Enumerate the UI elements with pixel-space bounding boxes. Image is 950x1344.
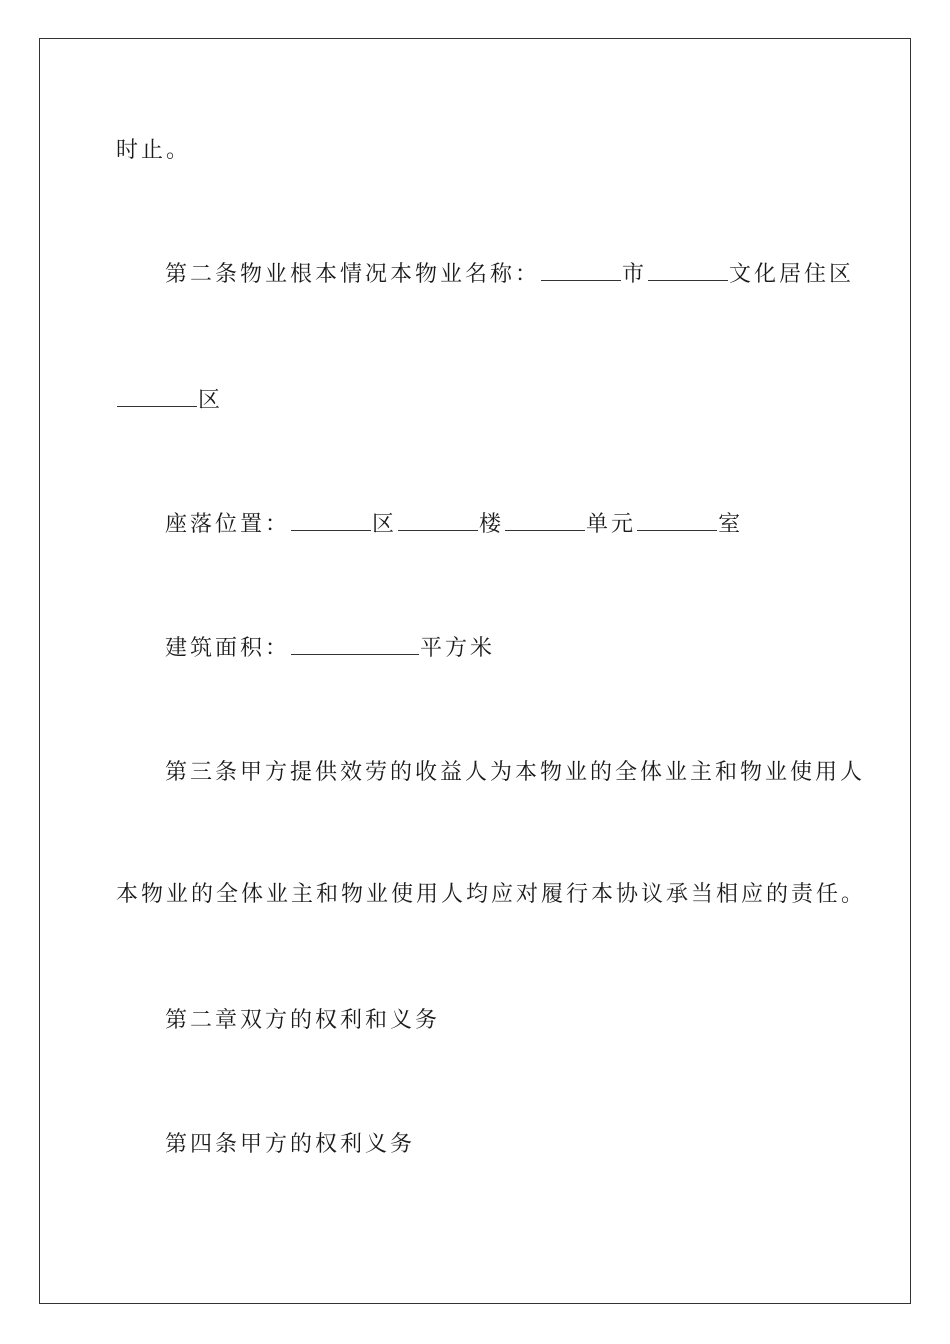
line-text: 第四条甲方的权利义务 xyxy=(165,1132,416,1157)
text-line-1 xyxy=(116,136,191,166)
blank-field-city[interactable] xyxy=(541,258,621,281)
chapter-heading xyxy=(165,1006,440,1036)
label-room: 室 xyxy=(718,512,744,537)
text-line-article-4 xyxy=(165,1130,415,1160)
label-unit: 单元 xyxy=(586,512,637,537)
text-line-responsibility xyxy=(116,880,866,910)
label-floor-area: 建筑面积： xyxy=(165,636,291,661)
label-city: 市 xyxy=(622,262,648,287)
label-residence-area: 文化居住区 xyxy=(729,262,855,287)
blank-field-district[interactable] xyxy=(117,384,197,407)
blank-field-room[interactable] xyxy=(637,508,717,531)
text-line-location xyxy=(165,508,743,540)
label-property-name: 第二条物业根本情况本物业名称： xyxy=(165,262,541,287)
text-line-article-3 xyxy=(165,758,865,788)
page-border xyxy=(39,38,911,1304)
blank-field-building[interactable] xyxy=(398,508,478,531)
line-text: 时止。 xyxy=(116,138,192,163)
line-text: 第二章双方的权利和义务 xyxy=(165,1008,441,1033)
text-line-floor-area xyxy=(165,632,495,664)
blank-field-floor-area[interactable] xyxy=(291,632,419,655)
blank-field-unit[interactable] xyxy=(505,508,585,531)
label-building: 楼 xyxy=(479,512,505,537)
label-square-meters: 平方米 xyxy=(420,636,496,661)
text-line-property-name xyxy=(165,258,854,290)
line-text: 第三条甲方提供效劳的收益人为本物业的全体业主和物业使用人 xyxy=(165,760,866,785)
label-district: 区 xyxy=(198,388,224,413)
blank-field-area[interactable] xyxy=(291,508,371,531)
text-line-district xyxy=(116,384,223,416)
line-text: 本物业的全体业主和物业使用人均应对履行本协议承当相应的责任。 xyxy=(116,882,867,907)
label-location: 座落位置： xyxy=(165,512,291,537)
label-area: 区 xyxy=(372,512,398,537)
blank-field-residence[interactable] xyxy=(648,258,728,281)
